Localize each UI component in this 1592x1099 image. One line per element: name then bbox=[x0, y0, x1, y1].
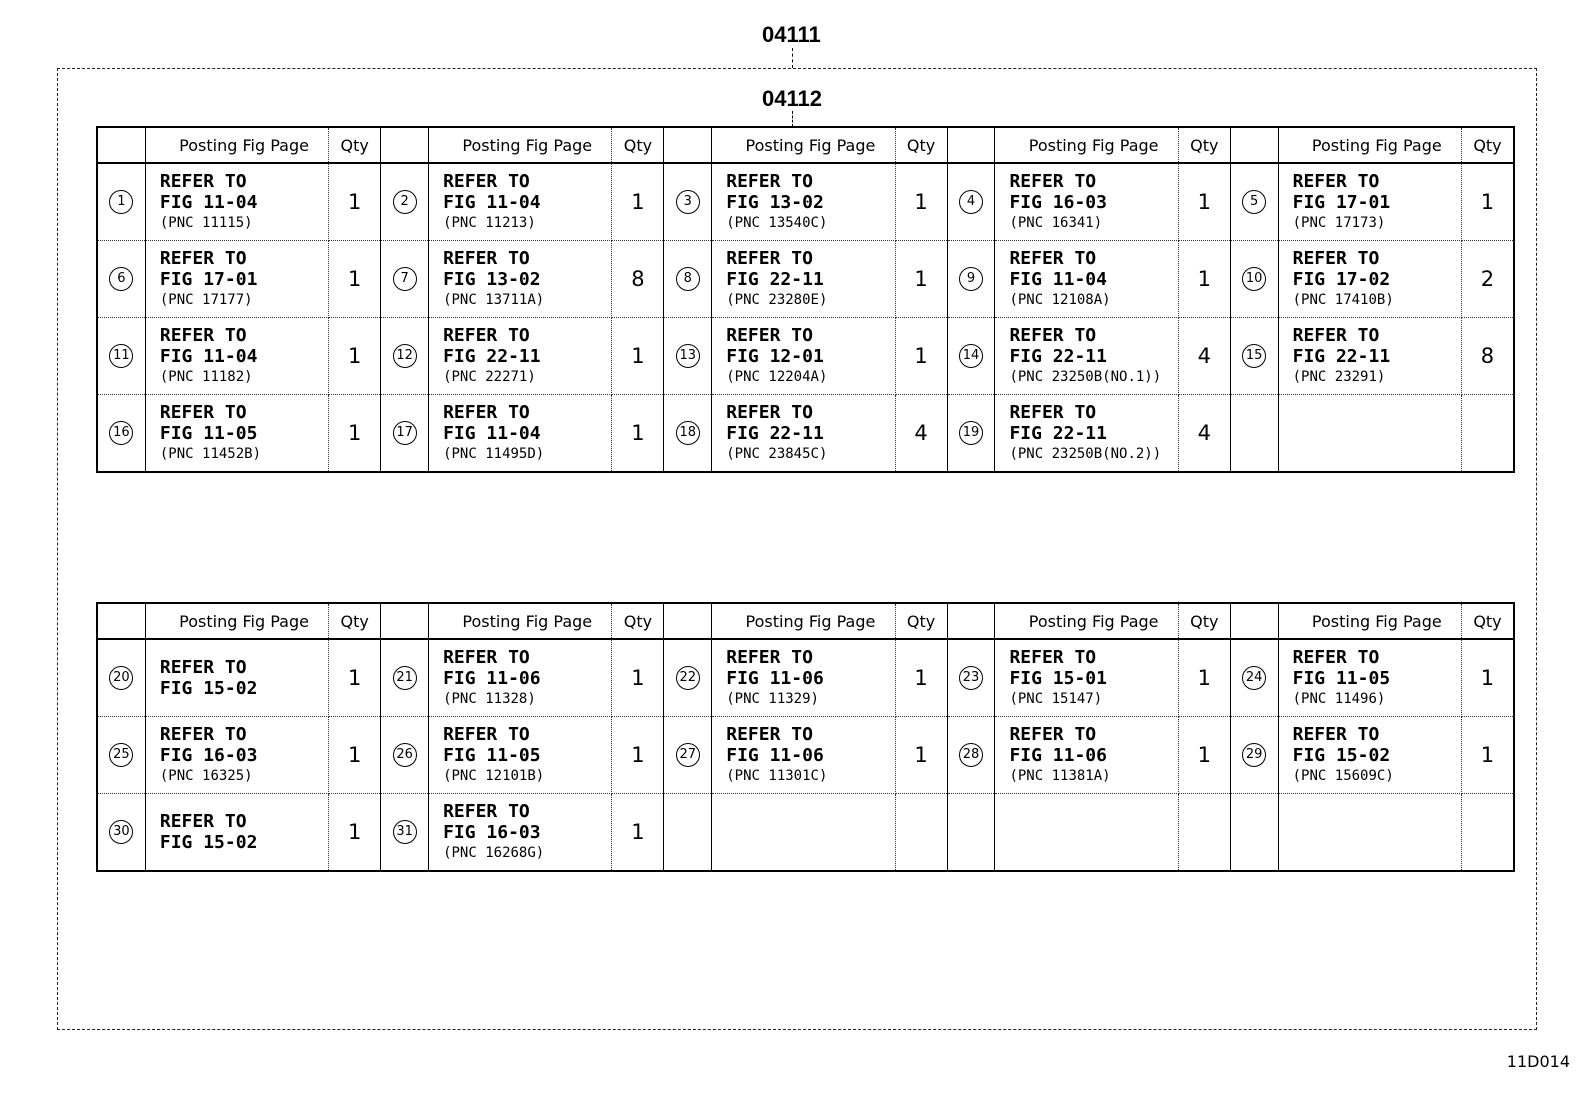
refer-to-text: REFER TO bbox=[1009, 171, 1097, 192]
pnc-reference: (PNC 15609C) bbox=[1292, 768, 1394, 784]
posting-fig-page-cell bbox=[712, 163, 895, 241]
refer-to-text: REFER TO bbox=[159, 325, 247, 346]
item-number-cell bbox=[1230, 318, 1278, 395]
posting-fig-page-cell bbox=[429, 639, 612, 717]
qty-cell: 1 bbox=[612, 318, 664, 395]
qty-cell: 2 bbox=[1461, 241, 1514, 318]
pnc-reference: (PNC 12108A) bbox=[1009, 292, 1111, 308]
refer-to-text: REFER TO bbox=[159, 171, 247, 192]
item-number-badge: 14 bbox=[959, 344, 983, 368]
refer-to-text: REFER TO bbox=[443, 325, 530, 346]
item-number-badge: 17 bbox=[393, 421, 417, 445]
fig-reference: FIG 16-03 bbox=[159, 745, 258, 766]
refer-to-text: REFER TO bbox=[1009, 724, 1097, 745]
refer-to-text: REFER TO bbox=[1292, 171, 1380, 192]
item-number-cell bbox=[664, 639, 712, 717]
posting-fig-page-cell bbox=[429, 163, 612, 241]
fig-reference: FIG 16-03 bbox=[443, 822, 541, 843]
pnc-reference: (PNC 11213) bbox=[443, 215, 536, 231]
qty-cell bbox=[1178, 794, 1230, 872]
item-number-cell bbox=[97, 639, 145, 717]
table-body bbox=[97, 639, 1514, 871]
refer-to-text: REFER TO bbox=[1009, 402, 1097, 423]
item-number-cell bbox=[947, 794, 995, 872]
header-number-cell bbox=[1230, 603, 1278, 639]
fig-reference: FIG 11-05 bbox=[443, 745, 541, 766]
posting-fig-page-cell bbox=[995, 717, 1178, 794]
item-number-cell bbox=[97, 241, 145, 318]
fig-reference: FIG 11-05 bbox=[159, 423, 258, 444]
qty-cell: 1 bbox=[1178, 163, 1230, 241]
item-number-cell bbox=[97, 794, 145, 872]
header-qty: Qty bbox=[329, 603, 381, 639]
header-posting-fig-page: Posting Fig Page bbox=[145, 127, 328, 163]
posting-fig-page-cell bbox=[145, 395, 328, 473]
item-number-badge: 28 bbox=[959, 743, 983, 767]
posting-fig-page-cell bbox=[429, 241, 612, 318]
fig-reference: FIG 22-11 bbox=[726, 423, 824, 444]
item-number-cell bbox=[664, 717, 712, 794]
qty-cell: 1 bbox=[329, 163, 381, 241]
item-number-badge: 18 bbox=[676, 421, 700, 445]
refer-to-text: REFER TO bbox=[726, 724, 813, 745]
posting-fig-page-cell bbox=[995, 241, 1178, 318]
fig-reference: FIG 11-05 bbox=[1292, 668, 1391, 689]
item-number-cell bbox=[664, 794, 712, 872]
pnc-reference: (PNC 22271) bbox=[443, 369, 536, 385]
qty-cell bbox=[895, 794, 947, 872]
reference-table-2 bbox=[96, 602, 1515, 872]
header-number-cell bbox=[947, 127, 995, 163]
item-number-cell bbox=[1230, 163, 1278, 241]
posting-fig-page-cell bbox=[995, 794, 1178, 872]
posting-fig-page-cell bbox=[712, 395, 895, 473]
item-number-cell bbox=[97, 318, 145, 395]
refer-to-text: REFER TO bbox=[443, 647, 530, 668]
item-number-cell bbox=[381, 395, 429, 473]
header-posting-fig-page: Posting Fig Page bbox=[1278, 603, 1461, 639]
pnc-reference: (PNC 15147) bbox=[1009, 691, 1103, 707]
qty-cell: 1 bbox=[612, 395, 664, 473]
posting-fig-page-cell bbox=[712, 639, 895, 717]
header-qty: Qty bbox=[1461, 127, 1514, 163]
sub-assembly-leader-line bbox=[792, 111, 793, 127]
fig-reference: FIG 17-01 bbox=[1292, 192, 1391, 213]
pnc-reference: (PNC 11381A) bbox=[1009, 768, 1111, 784]
item-number-badge: 4 bbox=[959, 190, 983, 214]
qty-cell: 1 bbox=[1178, 717, 1230, 794]
item-number-badge: 16 bbox=[109, 421, 133, 445]
item-number-cell bbox=[664, 395, 712, 473]
item-number-cell bbox=[381, 794, 429, 872]
item-number-cell bbox=[381, 717, 429, 794]
qty-cell: 1 bbox=[612, 163, 664, 241]
fig-reference: FIG 17-02 bbox=[1292, 269, 1391, 290]
item-number-badge: 27 bbox=[676, 743, 700, 767]
item-number-badge: 23 bbox=[959, 666, 983, 690]
item-number-cell bbox=[664, 241, 712, 318]
header-number-cell bbox=[97, 603, 145, 639]
pnc-reference: (PNC 11301C) bbox=[726, 768, 828, 784]
fig-reference: FIG 22-11 bbox=[443, 346, 541, 367]
item-number-badge: 9 bbox=[959, 267, 983, 291]
refer-to-text: REFER TO bbox=[443, 801, 530, 822]
header-qty: Qty bbox=[329, 127, 381, 163]
pnc-reference: (PNC 16268G) bbox=[443, 845, 545, 861]
illustration-code: 11D014 bbox=[1506, 1052, 1570, 1071]
fig-reference: FIG 12-01 bbox=[726, 346, 824, 367]
item-number-cell bbox=[97, 717, 145, 794]
posting-fig-page-cell bbox=[712, 717, 895, 794]
refer-to-text: REFER TO bbox=[726, 647, 813, 668]
posting-fig-page-cell bbox=[429, 318, 612, 395]
item-number-badge: 8 bbox=[676, 267, 700, 291]
posting-fig-page-cell bbox=[145, 241, 328, 318]
item-number-badge: 2 bbox=[393, 190, 417, 214]
item-number-badge: 20 bbox=[109, 666, 133, 690]
table-row bbox=[97, 318, 1514, 395]
table-row bbox=[97, 794, 1514, 872]
item-number-cell bbox=[97, 163, 145, 241]
refer-to-text: REFER TO bbox=[1009, 325, 1097, 346]
fig-reference: FIG 11-04 bbox=[159, 346, 258, 367]
qty-cell: 1 bbox=[895, 241, 947, 318]
header-posting-fig-page: Posting Fig Page bbox=[429, 603, 612, 639]
pnc-reference: (PNC 11496) bbox=[1292, 691, 1386, 707]
item-number-cell bbox=[381, 241, 429, 318]
qty-cell: 1 bbox=[1461, 163, 1514, 241]
header-number-cell bbox=[664, 127, 712, 163]
posting-fig-page-cell bbox=[1278, 717, 1461, 794]
header-qty: Qty bbox=[895, 127, 947, 163]
refer-to-text: REFER TO bbox=[159, 248, 247, 269]
item-number-badge: 30 bbox=[109, 820, 133, 844]
fig-reference: FIG 15-02 bbox=[1292, 745, 1391, 766]
table-row bbox=[97, 717, 1514, 794]
qty-cell bbox=[1461, 794, 1514, 872]
qty-cell: 1 bbox=[329, 639, 381, 717]
fig-reference: FIG 11-04 bbox=[443, 423, 541, 444]
posting-fig-page-cell bbox=[1278, 395, 1461, 473]
posting-fig-page-cell bbox=[712, 241, 895, 318]
item-number-cell bbox=[947, 395, 995, 473]
qty-cell: 1 bbox=[329, 794, 381, 872]
pnc-reference: (PNC 23280E) bbox=[726, 292, 828, 308]
fig-reference: FIG 17-01 bbox=[159, 269, 258, 290]
table-row bbox=[97, 639, 1514, 717]
refer-to-text: REFER TO bbox=[1009, 248, 1097, 269]
refer-to-text: REFER TO bbox=[1292, 248, 1380, 269]
fig-reference: FIG 11-06 bbox=[1009, 745, 1107, 766]
item-number-cell bbox=[381, 639, 429, 717]
refer-to-text: REFER TO bbox=[726, 325, 813, 346]
refer-to-text: REFER TO bbox=[726, 402, 813, 423]
fig-reference: FIG 11-06 bbox=[726, 668, 824, 689]
fig-reference: FIG 11-06 bbox=[726, 745, 824, 766]
fig-reference: FIG 22-11 bbox=[1009, 346, 1107, 367]
pnc-reference: (PNC 17177) bbox=[159, 292, 253, 308]
item-number-badge: 10 bbox=[1242, 267, 1266, 291]
fig-reference: FIG 11-04 bbox=[443, 192, 541, 213]
item-number-cell bbox=[947, 717, 995, 794]
item-number-cell bbox=[1230, 794, 1278, 872]
qty-cell: 1 bbox=[612, 717, 664, 794]
posting-fig-page-cell bbox=[712, 794, 895, 872]
fig-reference: FIG 13-02 bbox=[726, 192, 824, 213]
posting-fig-page-cell bbox=[145, 794, 328, 872]
refer-to-text: REFER TO bbox=[1292, 724, 1380, 745]
pnc-reference: (PNC 23291) bbox=[1292, 369, 1386, 385]
item-number-badge: 21 bbox=[393, 666, 417, 690]
sub-assembly-code: 04112 bbox=[762, 86, 822, 111]
qty-cell: 1 bbox=[895, 639, 947, 717]
item-number-badge: 12 bbox=[393, 344, 417, 368]
item-number-badge: 13 bbox=[676, 344, 700, 368]
fig-reference: FIG 15-01 bbox=[1009, 668, 1107, 689]
pnc-reference: (PNC 17173) bbox=[1292, 215, 1386, 231]
posting-fig-page-cell bbox=[995, 163, 1178, 241]
refer-to-text: REFER TO bbox=[443, 171, 530, 192]
assembly-code: 04111 bbox=[762, 22, 821, 47]
posting-fig-page-cell bbox=[429, 717, 612, 794]
refer-to-text: REFER TO bbox=[443, 402, 530, 423]
pnc-reference: (PNC 17410B) bbox=[1292, 292, 1394, 308]
refer-to-text: REFER TO bbox=[443, 248, 530, 269]
header-posting-fig-page: Posting Fig Page bbox=[995, 127, 1178, 163]
refer-to-text: REFER TO bbox=[159, 657, 247, 678]
pnc-reference: (PNC 16325) bbox=[159, 768, 253, 784]
item-number-cell bbox=[947, 241, 995, 318]
qty-cell: 1 bbox=[329, 395, 381, 473]
qty-cell: 1 bbox=[1461, 639, 1514, 717]
posting-fig-page-cell bbox=[1278, 318, 1461, 395]
item-number-cell bbox=[664, 318, 712, 395]
table-row bbox=[97, 395, 1514, 473]
qty-cell: 1 bbox=[329, 318, 381, 395]
item-number-badge: 26 bbox=[393, 743, 417, 767]
pnc-reference: (PNC 13540C) bbox=[726, 215, 828, 231]
fig-reference: FIG 15-02 bbox=[159, 678, 258, 699]
item-number-badge: 3 bbox=[676, 190, 700, 214]
pnc-reference: (PNC 11182) bbox=[159, 369, 253, 385]
table-header bbox=[97, 603, 1514, 639]
qty-cell: 1 bbox=[1178, 639, 1230, 717]
posting-fig-page-cell bbox=[145, 639, 328, 717]
qty-cell: 1 bbox=[1461, 717, 1514, 794]
item-number-badge: 1 bbox=[109, 190, 133, 214]
pnc-reference: (PNC 11495D) bbox=[443, 446, 545, 462]
header-number-cell bbox=[97, 127, 145, 163]
posting-fig-page-cell bbox=[1278, 639, 1461, 717]
header-qty: Qty bbox=[612, 603, 664, 639]
pnc-reference: (PNC 11115) bbox=[159, 215, 253, 231]
item-number-badge: 31 bbox=[393, 820, 417, 844]
item-number-badge: 11 bbox=[109, 344, 133, 368]
item-number-cell bbox=[947, 639, 995, 717]
refer-to-text: REFER TO bbox=[159, 811, 247, 832]
header-posting-fig-page: Posting Fig Page bbox=[145, 603, 328, 639]
header-posting-fig-page: Posting Fig Page bbox=[1278, 127, 1461, 163]
posting-fig-page-cell bbox=[145, 163, 328, 241]
refer-to-text: REFER TO bbox=[1292, 325, 1380, 346]
qty-cell: 1 bbox=[895, 163, 947, 241]
posting-fig-page-cell bbox=[1278, 241, 1461, 318]
pnc-reference: (PNC 16341) bbox=[1009, 215, 1103, 231]
qty-cell: 1 bbox=[1178, 241, 1230, 318]
header-number-cell bbox=[947, 603, 995, 639]
header-row bbox=[97, 603, 1514, 639]
item-number-cell bbox=[1230, 395, 1278, 473]
pnc-reference: (PNC 13711A) bbox=[443, 292, 545, 308]
posting-fig-page-cell bbox=[712, 318, 895, 395]
qty-cell: 4 bbox=[895, 395, 947, 473]
header-posting-fig-page: Posting Fig Page bbox=[995, 603, 1178, 639]
qty-cell: 8 bbox=[612, 241, 664, 318]
refer-to-text: REFER TO bbox=[443, 724, 530, 745]
pnc-reference: (PNC 12204A) bbox=[726, 369, 828, 385]
item-number-cell bbox=[1230, 717, 1278, 794]
posting-fig-page-cell bbox=[995, 395, 1178, 473]
header-number-cell bbox=[664, 603, 712, 639]
item-number-cell bbox=[381, 163, 429, 241]
qty-cell bbox=[1461, 395, 1514, 473]
qty-cell: 8 bbox=[1461, 318, 1514, 395]
item-number-cell bbox=[664, 163, 712, 241]
posting-fig-page-cell bbox=[429, 794, 612, 872]
header-posting-fig-page: Posting Fig Page bbox=[712, 603, 895, 639]
pnc-reference: (PNC 23250B(NO.2)) bbox=[1009, 446, 1162, 462]
header-number-cell bbox=[1230, 127, 1278, 163]
header-number-cell bbox=[381, 603, 429, 639]
pnc-reference: (PNC 11452B) bbox=[159, 446, 262, 462]
item-number-badge: 6 bbox=[109, 267, 133, 291]
item-number-badge: 7 bbox=[393, 267, 417, 291]
fig-reference: FIG 11-04 bbox=[159, 192, 258, 213]
posting-fig-page-cell bbox=[429, 395, 612, 473]
item-number-badge: 19 bbox=[959, 421, 983, 445]
table-row bbox=[97, 163, 1514, 241]
refer-to-text: REFER TO bbox=[1009, 647, 1097, 668]
fig-reference: FIG 13-02 bbox=[443, 269, 541, 290]
posting-fig-page-cell bbox=[1278, 794, 1461, 872]
item-number-cell bbox=[97, 395, 145, 473]
refer-to-text: REFER TO bbox=[159, 402, 247, 423]
item-number-cell bbox=[1230, 241, 1278, 318]
item-number-badge: 24 bbox=[1242, 666, 1266, 690]
header-qty: Qty bbox=[1178, 127, 1230, 163]
item-number-cell bbox=[1230, 639, 1278, 717]
posting-fig-page-cell bbox=[995, 639, 1178, 717]
item-number-badge: 25 bbox=[109, 743, 133, 767]
item-number-cell bbox=[947, 163, 995, 241]
posting-fig-page-cell bbox=[995, 318, 1178, 395]
table-row bbox=[97, 241, 1514, 318]
qty-cell: 1 bbox=[612, 639, 664, 717]
header-qty: Qty bbox=[1178, 603, 1230, 639]
header-posting-fig-page: Posting Fig Page bbox=[429, 127, 612, 163]
refer-to-text: REFER TO bbox=[726, 171, 813, 192]
pnc-reference: (PNC 12101B) bbox=[443, 768, 545, 784]
item-number-badge: 5 bbox=[1242, 190, 1266, 214]
reference-table-1 bbox=[96, 126, 1515, 473]
fig-reference: FIG 11-06 bbox=[443, 668, 541, 689]
refer-to-text: REFER TO bbox=[726, 248, 813, 269]
qty-cell: 1 bbox=[895, 717, 947, 794]
fig-reference: FIG 22-11 bbox=[1292, 346, 1391, 367]
pnc-reference: (PNC 23250B(NO.1)) bbox=[1009, 369, 1162, 385]
pnc-reference: (PNC 11328) bbox=[443, 691, 536, 707]
header-posting-fig-page: Posting Fig Page bbox=[712, 127, 895, 163]
table-header bbox=[97, 127, 1514, 163]
header-number-cell bbox=[381, 127, 429, 163]
pnc-reference: (PNC 23845C) bbox=[726, 446, 828, 462]
pnc-reference: (PNC 11329) bbox=[726, 691, 819, 707]
qty-cell: 4 bbox=[1178, 318, 1230, 395]
qty-cell: 4 bbox=[1178, 395, 1230, 473]
item-number-cell bbox=[947, 318, 995, 395]
item-number-badge: 22 bbox=[676, 666, 700, 690]
refer-to-text: REFER TO bbox=[1292, 647, 1380, 668]
header-row bbox=[97, 127, 1514, 163]
item-number-badge: 15 bbox=[1242, 344, 1266, 368]
item-number-badge: 29 bbox=[1242, 743, 1266, 767]
fig-reference: FIG 15-02 bbox=[159, 832, 258, 853]
fig-reference: FIG 16-03 bbox=[1009, 192, 1107, 213]
fig-reference: FIG 22-11 bbox=[726, 269, 824, 290]
posting-fig-page-cell bbox=[1278, 163, 1461, 241]
refer-to-text: REFER TO bbox=[159, 724, 247, 745]
qty-cell: 1 bbox=[329, 717, 381, 794]
assembly-leader-line bbox=[792, 48, 793, 68]
header-qty: Qty bbox=[895, 603, 947, 639]
qty-cell: 1 bbox=[329, 241, 381, 318]
fig-reference: FIG 22-11 bbox=[1009, 423, 1107, 444]
posting-fig-page-cell bbox=[145, 318, 328, 395]
table-body bbox=[97, 163, 1514, 472]
header-qty: Qty bbox=[612, 127, 664, 163]
item-number-cell bbox=[381, 318, 429, 395]
qty-cell: 1 bbox=[612, 794, 664, 872]
qty-cell: 1 bbox=[895, 318, 947, 395]
posting-fig-page-cell bbox=[145, 717, 328, 794]
header-qty: Qty bbox=[1461, 603, 1514, 639]
fig-reference: FIG 11-04 bbox=[1009, 269, 1107, 290]
